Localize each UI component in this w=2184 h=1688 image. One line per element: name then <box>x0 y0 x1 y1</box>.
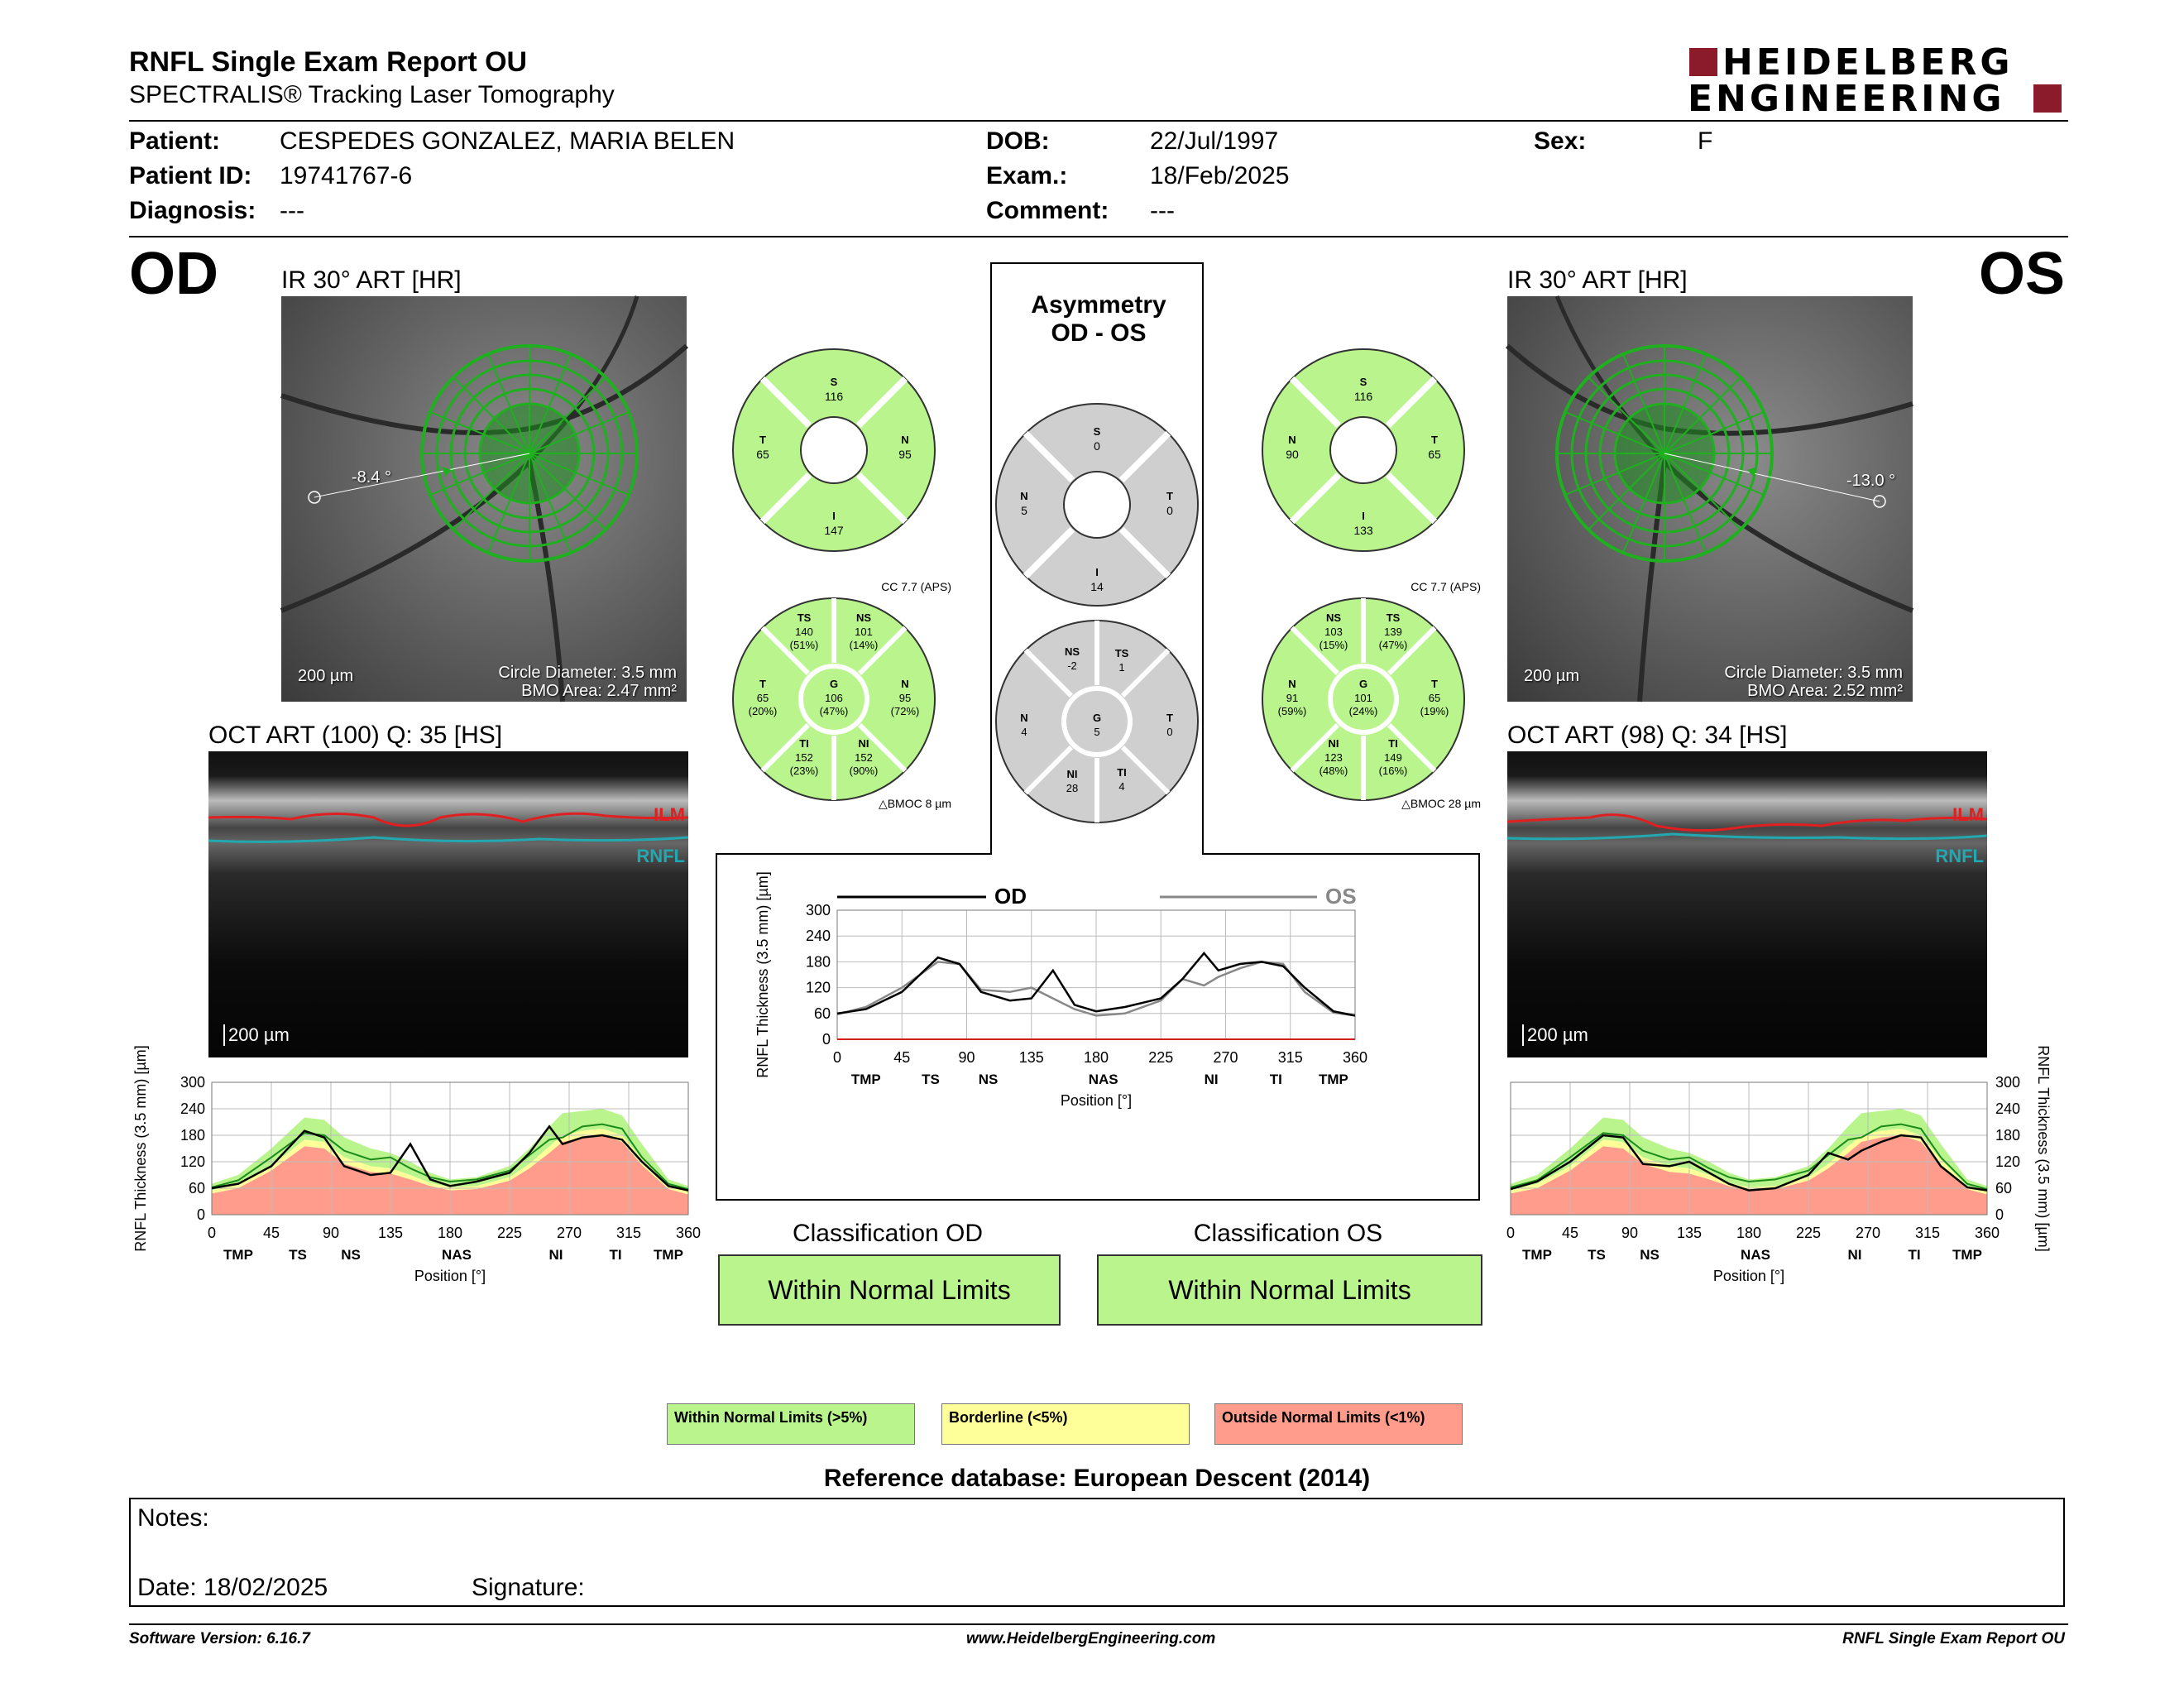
asymmetry-profile-ytick: 300 <box>805 902 831 918</box>
asymmetry-profile-xtick: 270 <box>1213 1049 1238 1066</box>
asymmetry-profile-sector-label: NI <box>1204 1072 1219 1087</box>
od-oct-label: OCT ART (100) Q: 35 [HS] <box>208 722 503 749</box>
os-sector-ns-percent: (15%) <box>1319 639 1348 651</box>
os-profile-xlabel: Position [°] <box>1712 1268 1785 1284</box>
asym-sector-n-value: 4 <box>1021 726 1027 738</box>
os-cc-label: CC 7.7 (APS) <box>1410 580 1481 593</box>
od-profile-xtick: 45 <box>262 1225 280 1241</box>
od-sector-ti-label: TI <box>799 737 809 750</box>
od-profile-sector-label: TS <box>289 1247 307 1263</box>
sex-value: F <box>1698 127 1713 155</box>
os-profile-ytick: 240 <box>1995 1101 2021 1117</box>
od-sector-t-value: 65 <box>756 692 769 704</box>
logo-text-line1: HEIDELBERG <box>1722 41 2014 84</box>
od-profile-xtick: 270 <box>556 1225 582 1241</box>
asymmetry-profile-xtick: 135 <box>1018 1049 1044 1066</box>
asymmetry-title-line1: Asymmetry <box>1031 291 1166 319</box>
os-sector-t-label: T <box>1431 678 1438 690</box>
od-rnfl-tag: RNFL <box>636 846 685 866</box>
os-bmo-area: BMO Area: 2.52 mm² <box>1747 682 1903 700</box>
asym-quad-t-label: T <box>1166 490 1173 502</box>
os-profile-sector-label: TMP <box>1952 1247 1982 1263</box>
os-sector-n-value: 91 <box>1286 692 1299 704</box>
od-sector-t-percent: (20%) <box>748 705 778 717</box>
od-profile-ytick: 240 <box>180 1101 205 1117</box>
os-profile-sector-label: NI <box>1847 1247 1862 1263</box>
os-quad-i-label: I <box>1362 510 1365 522</box>
os-rnfl-tag: RNFL <box>1935 846 1984 866</box>
notes-box[interactable] <box>129 1498 2065 1607</box>
od-sector-ns-percent: (14%) <box>849 639 879 651</box>
od-sector-n-percent: (72%) <box>890 705 920 717</box>
asymmetry-title-line2: OD - OS <box>1051 319 1147 347</box>
report-title: RNFL Single Exam Report OU <box>129 46 528 78</box>
comment-value: --- <box>1150 197 1175 224</box>
os-sector-ni-value: 123 <box>1324 751 1343 764</box>
os-sector-ts-value: 139 <box>1384 626 1402 638</box>
reference-database: Reference database: European Descent (2014) <box>823 1465 1371 1492</box>
od-profile-sector-label: TMP <box>223 1247 253 1263</box>
asym-quad-s-label: S <box>1093 425 1101 438</box>
od-sector-ns-value: 101 <box>855 626 873 638</box>
od-classification-result: Within Normal Limits <box>718 1254 1061 1326</box>
os-sector-ni-label: NI <box>1328 737 1339 750</box>
od-ilm-tag: ILM <box>654 804 685 825</box>
os-quadrant-chart <box>1262 349 1464 551</box>
asym-legend-od-label: OD <box>994 884 1027 909</box>
od-circle-diameter: Circle Diameter: 3.5 mm <box>498 664 677 682</box>
os-quad-n-value: 90 <box>1286 448 1299 461</box>
od-profile-sector-label: TI <box>609 1247 622 1263</box>
asym-quad-i-label: I <box>1095 566 1099 578</box>
os-profile-ytick: 300 <box>1995 1074 2021 1091</box>
od-profile-sector-label: NI <box>548 1247 563 1263</box>
logo-text-line2: ENGINEERING <box>1688 78 2005 120</box>
od-angle: -8.4 ° <box>352 468 392 487</box>
asymmetry-profile-xtick: 0 <box>832 1049 842 1066</box>
asymmetry-profile-xtick: 45 <box>893 1049 911 1066</box>
os-circle-diameter: Circle Diameter: 3.5 mm <box>1724 664 1903 682</box>
od-profile-xtick: 90 <box>322 1225 340 1241</box>
asym-quad-n-value: 5 <box>1021 504 1027 517</box>
software-version: Software Version: 6.16.7 <box>129 1630 310 1647</box>
os-classification-label: Classification OS <box>1193 1220 1383 1247</box>
report-subtitle: SPECTRALIS® Tracking Laser Tomography <box>129 81 615 108</box>
footer-report-name: RNFL Single Exam Report OU <box>1842 1630 2065 1647</box>
od-quad-n-value: 95 <box>898 448 912 461</box>
asym-sector-ti-label: TI <box>1117 766 1127 779</box>
os-sector-ns-label: NS <box>1325 611 1342 624</box>
asymmetry-profile-chart <box>754 871 1383 1125</box>
od-quad-t-value: 65 <box>756 448 769 461</box>
asym-sector-g-value: 5 <box>1094 726 1100 738</box>
os-quad-i-value: 133 <box>1353 524 1373 537</box>
od-profile-ylabel: RNFL Thickness (3.5 mm) [µm] <box>132 1045 149 1252</box>
asymmetry-profile-sector-label: NAS <box>1088 1072 1118 1087</box>
asym-sector-chart <box>996 621 1198 822</box>
od-quad-n-label: N <box>901 434 909 446</box>
asymmetry-profile-ylabel: RNFL Thickness (3.5 mm) [µm] <box>754 871 771 1078</box>
od-quad-i-label: I <box>832 510 836 522</box>
os-profile-sector-label: TS <box>1588 1247 1606 1263</box>
os-profile-ytick: 120 <box>1995 1153 2021 1170</box>
os-profile-ytick: 180 <box>1995 1127 2021 1144</box>
os-quadrant-hole <box>1330 417 1396 483</box>
os-profile-xtick: 0 <box>1506 1225 1516 1241</box>
asymmetry-profile-xlabel: Position [°] <box>1060 1092 1133 1109</box>
os-ilm-tag: ILM <box>1952 804 1984 825</box>
asymmetry-profile-xtick: 225 <box>1148 1049 1174 1066</box>
asymmetry-profile-sector-label: TI <box>1269 1072 1282 1087</box>
patient-name: CESPEDES GONZALEZ, MARIA BELEN <box>280 127 735 155</box>
os-classification-result: Within Normal Limits <box>1097 1254 1482 1326</box>
os-sector-ti-value: 149 <box>1384 751 1402 764</box>
od-bmoc-label: △BMOC 8 µm <box>878 797 951 810</box>
asymmetry-profile-sector-label: TMP <box>850 1072 881 1087</box>
os-quad-t-label: T <box>1431 434 1438 446</box>
od-sector-ni-value: 152 <box>855 751 873 764</box>
od-sector-ti-value: 152 <box>795 751 813 764</box>
os-sector-ts-percent: (47%) <box>1378 639 1408 651</box>
asym-sector-ni-label: NI <box>1066 768 1078 780</box>
od-sector-ni-label: NI <box>858 737 869 750</box>
os-ir-label: IR 30° ART [HR] <box>1507 266 1688 294</box>
od-ir-scale: 200 µm <box>298 667 354 685</box>
patient-label: Patient: <box>129 127 221 155</box>
asymmetry-profile-xtick: 180 <box>1083 1049 1109 1066</box>
dob-label: DOB: <box>986 127 1050 155</box>
od-quad-t-label: T <box>759 434 766 446</box>
od-quadrant-chart <box>733 349 935 551</box>
footer-divider <box>129 1623 2068 1625</box>
asymmetry-profile-ytick: 120 <box>805 979 831 996</box>
asym-quad-n-label: N <box>1020 490 1028 502</box>
od-sector-t-label: T <box>759 678 766 690</box>
diagnosis-value: --- <box>280 197 304 224</box>
od-rnfl-profile-chart <box>132 1045 702 1316</box>
os-profile-xtick: 315 <box>1914 1225 1941 1241</box>
od-sector-ti-percent: (23%) <box>789 765 819 777</box>
os-profile-xtick: 135 <box>1676 1225 1703 1241</box>
od-classification-label: Classification OD <box>792 1220 984 1247</box>
asym-quad-i-value: 14 <box>1090 580 1104 593</box>
os-profile-sector-label: TI <box>1908 1247 1921 1263</box>
os-sector-n-percent: (59%) <box>1277 705 1307 717</box>
os-sector-ti-percent: (16%) <box>1378 765 1408 777</box>
asym-sector-ts-value: 1 <box>1118 661 1125 674</box>
os-sector-ni-percent: (48%) <box>1319 765 1348 777</box>
os-oct-label: OCT ART (98) Q: 34 [HS] <box>1507 722 1788 749</box>
od-profile-xtick: 0 <box>207 1225 217 1241</box>
asymmetry-profile-ytick: 180 <box>805 953 831 971</box>
os-quad-n-label: N <box>1288 434 1296 446</box>
os-angle: -13.0 ° <box>1846 472 1896 490</box>
asymmetry-profile-sector-label: NS <box>978 1072 999 1087</box>
os-profile-sector-label: NAS <box>1741 1247 1770 1263</box>
os-profile-ylabel: RNFL Thickness (3.5 mm) [µm] <box>2035 1045 2052 1252</box>
os-sector-t-value: 65 <box>1428 692 1441 704</box>
os-quad-s-value: 116 <box>1353 390 1373 403</box>
od-quadrant-hole <box>801 417 867 483</box>
asym-sector-ns-value: -2 <box>1067 659 1077 672</box>
od-profile-xtick: 315 <box>615 1225 642 1241</box>
od-profile-ytick: 180 <box>180 1127 205 1144</box>
os-sector-g-percent: (24%) <box>1348 705 1378 717</box>
signature-label: Signature: <box>472 1574 585 1601</box>
os-profile-xtick: 270 <box>1855 1225 1881 1241</box>
date-label: Date: 18/02/2025 <box>137 1574 328 1601</box>
website-link[interactable]: www.HeidelbergEngineering.com <box>966 1630 1216 1647</box>
os-eye-label: OS <box>1979 241 2066 307</box>
os-profile-xtick: 90 <box>1621 1225 1639 1241</box>
od-profile-xtick: 360 <box>675 1225 702 1241</box>
od-quad-i-value: 147 <box>824 524 844 537</box>
comment-label: Comment: <box>986 197 1109 224</box>
asym-sector-ni-value: 28 <box>1066 782 1079 794</box>
patient-id: 19741767-6 <box>280 162 413 189</box>
od-quad-s-value: 116 <box>824 390 844 403</box>
od-profile-ytick: 0 <box>196 1206 205 1223</box>
asym-sector-n-label: N <box>1020 712 1028 724</box>
od-cc-label: CC 7.7 (APS) <box>881 580 951 593</box>
od-sector-ts-percent: (51%) <box>789 639 819 651</box>
os-profile-xtick: 225 <box>1795 1225 1822 1241</box>
od-profile-sector-label: NAS <box>442 1247 472 1263</box>
od-sector-g-label: G <box>829 678 839 690</box>
os-profile-xtick: 180 <box>1736 1225 1762 1241</box>
od-quad-s-label: S <box>830 376 838 388</box>
sex-label: Sex: <box>1534 127 1587 155</box>
asym-legend-os-label: OS <box>1325 884 1357 909</box>
notes-label: Notes: <box>137 1504 209 1532</box>
asymmetry-profile-ytick: 60 <box>813 1005 831 1022</box>
asym-sector-ns-label: NS <box>1064 645 1080 658</box>
asym-sector-t-value: 0 <box>1166 726 1173 738</box>
asym-quadrant-chart <box>996 404 1198 606</box>
os-oct-scale: 200 µm <box>1522 1024 1588 1046</box>
asymmetry-profile-sector-label: TS <box>922 1072 940 1087</box>
os-profile-ytick: 60 <box>1995 1180 2013 1196</box>
od-oct-scale: 200 µm <box>223 1024 290 1046</box>
asymmetry-profile-xtick: 360 <box>1342 1049 1368 1066</box>
asymmetry-profile-xtick: 315 <box>1277 1049 1303 1066</box>
dob-value: 22/Jul/1997 <box>1150 127 1279 155</box>
diagnosis-label: Diagnosis: <box>129 197 256 224</box>
os-profile-sector-label: NS <box>1640 1247 1660 1263</box>
os-sector-t-percent: (19%) <box>1420 705 1449 717</box>
os-sector-g-value: 101 <box>1354 692 1372 704</box>
exam-label: Exam.: <box>986 162 1068 189</box>
asym-quad-s-value: 0 <box>1094 439 1100 453</box>
os-profile-xtick: 45 <box>1561 1225 1579 1241</box>
os-sector-g-label: G <box>1358 678 1368 690</box>
os-sector-ns-value: 103 <box>1324 626 1343 638</box>
asym-quadrant-hole <box>1064 472 1130 538</box>
os-quad-s-label: S <box>1359 376 1367 388</box>
od-sector-ts-value: 140 <box>795 626 813 638</box>
os-sector-ti-label: TI <box>1388 737 1398 750</box>
od-sector-g-percent: (47%) <box>819 705 849 717</box>
os-rnfl-profile-chart <box>1497 1045 2060 1316</box>
od-eye-label: OD <box>129 241 218 307</box>
od-profile-ytick: 60 <box>188 1180 205 1196</box>
od-profile-sector-label: TMP <box>654 1247 683 1263</box>
od-sector-n-label: N <box>901 678 909 690</box>
od-sector-ni-percent: (90%) <box>849 765 879 777</box>
od-profile-xtick: 135 <box>377 1225 404 1241</box>
asym-sector-ti-value: 4 <box>1118 780 1125 793</box>
od-ir-label: IR 30° ART [HR] <box>281 266 462 294</box>
od-profile-ytick: 300 <box>180 1074 205 1091</box>
os-profile-sector-label: TMP <box>1522 1247 1552 1263</box>
od-profile-xlabel: Position [°] <box>414 1268 486 1284</box>
asym-quad-t-value: 0 <box>1166 504 1173 517</box>
asym-sector-ts-label: TS <box>1114 647 1129 659</box>
od-sector-chart <box>733 598 935 800</box>
od-profile-ytick: 120 <box>180 1153 205 1170</box>
od-profile-xtick: 225 <box>496 1225 523 1241</box>
od-bmo-area: BMO Area: 2.47 mm² <box>521 682 677 700</box>
patient-id-label: Patient ID: <box>129 162 252 189</box>
os-sector-chart <box>1262 598 1464 800</box>
legend-borderline: Borderline (<5%) <box>941 1403 1190 1445</box>
asymmetry-profile-xtick: 90 <box>958 1049 975 1066</box>
od-sector-n-value: 95 <box>898 692 912 704</box>
os-quad-t-value: 65 <box>1428 448 1441 461</box>
asymmetry-profile-ytick: 240 <box>805 928 831 945</box>
od-profile-xtick: 180 <box>437 1225 463 1241</box>
exam-value: 18/Feb/2025 <box>1150 162 1290 189</box>
os-bmoc-label: △BMOC 28 µm <box>1401 797 1481 810</box>
os-profile-ytick: 0 <box>1995 1206 2004 1223</box>
legend-within-normal: Within Normal Limits (>5%) <box>667 1403 915 1445</box>
od-sector-ts-label: TS <box>797 611 812 624</box>
od-sector-ns-label: NS <box>855 611 872 624</box>
legend-outside-normal: Outside Normal Limits (<1%) <box>1214 1403 1463 1445</box>
os-sector-n-label: N <box>1288 678 1296 690</box>
asym-sector-t-label: T <box>1166 712 1173 724</box>
od-profile-sector-label: NS <box>341 1247 361 1263</box>
os-ir-scale: 200 µm <box>1524 667 1580 685</box>
asymmetry-profile-sector-label: TMP <box>1318 1072 1348 1087</box>
asymmetry-profile-ytick: 0 <box>821 1031 831 1048</box>
od-sector-g-value: 106 <box>825 692 843 704</box>
os-sector-ts-label: TS <box>1386 611 1401 624</box>
asym-sector-g-label: G <box>1092 712 1102 724</box>
os-profile-xtick: 360 <box>1974 1225 2000 1241</box>
